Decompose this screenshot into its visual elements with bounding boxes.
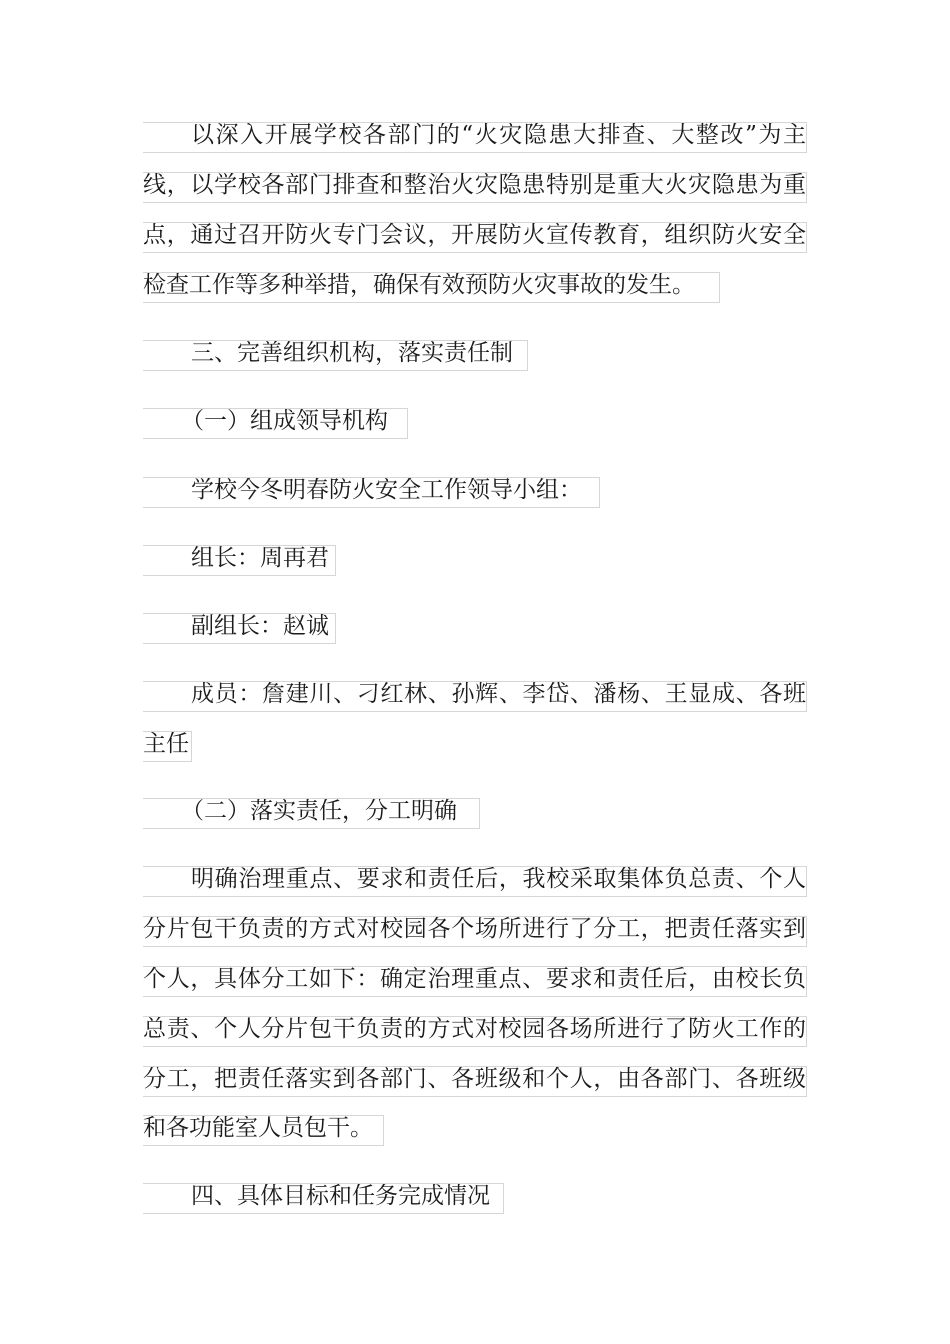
section-heading [143,1183,504,1214]
paragraph-line [143,122,807,153]
heading-text: （二）落实责任，分工明确 [181,798,457,824]
paragraph-text: 个人，具体分工如下：确定治理重点、要求和责任后，由校长负 [143,966,806,992]
paragraph-line [143,1066,807,1097]
paragraph-line [143,272,720,303]
paragraph-line [143,545,336,576]
paragraph-line [143,681,807,712]
paragraph-line [143,866,807,897]
paragraph-text: 总责、个人分片包干负责的方式对校园各场所进行了防火工作的 [143,1016,806,1042]
heading-text: 三、完善组织机构，落实责任制 [191,340,513,366]
subsection-heading [143,408,408,439]
paragraph-line [143,1016,807,1047]
paragraph-text: 检查工作等多种举措，确保有效预防火灾事故的发生。 [143,272,695,298]
paragraph-line [143,477,600,508]
paragraph-text: 副组长：赵诚 [191,613,329,639]
paragraph-text: 成员：詹建川、刁红林、孙辉、李岱、潘杨、王显成、各班 [191,681,806,707]
paragraph-text: 学校今冬明春防火安全工作领导小组： [191,477,582,503]
heading-text: 四、具体目标和任务完成情况 [191,1183,490,1209]
paragraph-text: 分工，把责任落实到各部门、各班级和个人，由各部门、各班级 [143,1066,806,1092]
paragraph-text: 主任 [143,731,189,757]
paragraph-line [143,1115,384,1146]
paragraph-text: 明确治理重点、要求和责任后，我校采取集体负总责、个人 [191,866,806,892]
paragraph-text: 线，以学校各部门排查和整治火灾隐患特别是重大火灾隐患为重 [143,172,806,198]
paragraph-line [143,613,336,644]
paragraph-text: 和各功能室人员包干。 [143,1115,373,1141]
paragraph-line [143,222,807,253]
paragraph-text: 分片包干负责的方式对校园各个场所进行了分工，把责任落实到 [143,916,806,942]
heading-text: （一）组成领导机构 [181,408,388,434]
paragraph-text: 以深入开展学校各部门的“火灾隐患大排查、大整改”为主 [191,122,806,148]
subsection-heading [143,798,480,829]
paragraph-line [143,731,192,762]
paragraph-text: 组长：周再君 [191,545,329,571]
section-heading [143,340,528,371]
paragraph-text: 点，通过召开防火专门会议，开展防火宣传教育，组织防火安全 [143,222,806,248]
paragraph-line [143,172,807,203]
paragraph-line [143,966,807,997]
paragraph-line [143,916,807,947]
